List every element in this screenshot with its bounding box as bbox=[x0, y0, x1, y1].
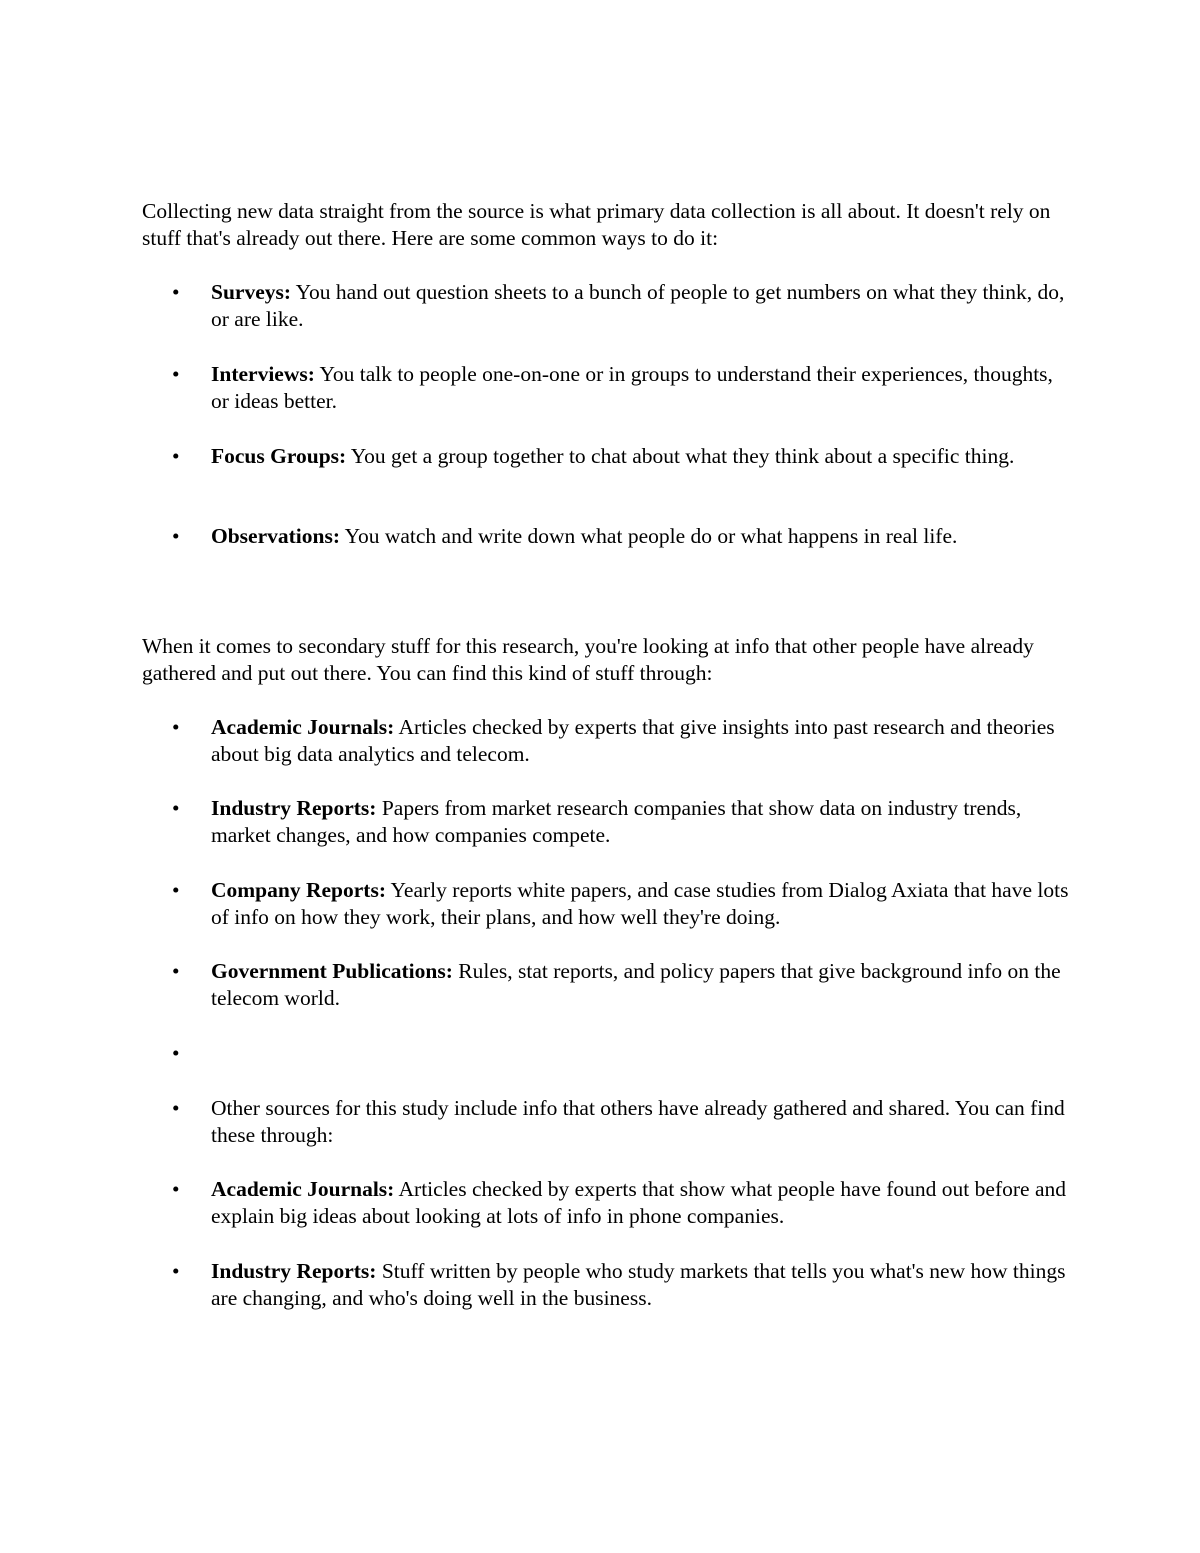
bullet: • bbox=[172, 280, 180, 304]
list-item-text bbox=[211, 877, 1071, 931]
list-item-description: Yearly reports white papers, and case studies from Dialog Axiata that have lots of info on how they work, their plans, and how well they're doing. bbox=[211, 878, 1069, 929]
list-item-text bbox=[211, 958, 1071, 1012]
list-item-description: Other sources for this study include info that others have already gathered and shared. You can find these through: bbox=[211, 1096, 1065, 1147]
list-item-description: Papers from market research companies that show data on industry trends, market changes, and how companies compete. bbox=[211, 796, 1022, 847]
list-item-description: Stuff written by people who study markets that tells you what's new how things are changing, and who's doing well in the business. bbox=[211, 1259, 1066, 1310]
bullet: • bbox=[172, 878, 180, 902]
list-item-description: Articles checked by experts that show what people have found out before and explain big ideas about looking at lots of info in phone companies. bbox=[211, 1177, 1066, 1228]
secondary-intro-paragraph: When it comes to secondary stuff for this research, you're looking at info that other people have already gathered and put out there. You can find this kind of stuff through: bbox=[142, 634, 1034, 685]
bullet: • bbox=[172, 959, 180, 983]
list-item-description: You get a group together to chat about what they think about a specific thing. bbox=[346, 444, 1015, 468]
list-item-text bbox=[211, 523, 1071, 550]
list-item-description: You talk to people one-on-one or in groups to understand their experiences, thoughts, or ideas better. bbox=[211, 362, 1053, 413]
list-item-term: Academic Journals: bbox=[211, 715, 395, 739]
list-item-term: Interviews: bbox=[211, 362, 315, 386]
list-item-text bbox=[211, 1095, 1071, 1149]
list-item-text bbox=[211, 714, 1071, 768]
list-item-term: Company Reports: bbox=[211, 878, 386, 902]
list-item-term: Government Publications: bbox=[211, 959, 453, 983]
list-item-term: Surveys: bbox=[211, 280, 292, 304]
primary-intro-paragraph: Collecting new data straight from the source is what primary data collection is all about. It doesn't rely on stuff that's already out there. Here are some common ways to do it: bbox=[142, 199, 1051, 250]
list-item-text bbox=[211, 361, 1071, 415]
list-item-description: Articles checked by experts that give insights into past research and theories about big data analytics and telecom. bbox=[211, 715, 1055, 766]
bullet: • bbox=[172, 715, 180, 739]
list-item-text bbox=[211, 1176, 1071, 1230]
bullet: • bbox=[172, 444, 180, 468]
list-item-term: Industry Reports: bbox=[211, 796, 377, 820]
bullet: • bbox=[172, 1177, 180, 1201]
list-item-text bbox=[211, 443, 1071, 470]
list-item-description: Rules, stat reports, and policy papers that give background info on the telecom world. bbox=[211, 959, 1061, 1010]
bullet: • bbox=[172, 1041, 180, 1065]
list-item-term: Academic Journals: bbox=[211, 1177, 395, 1201]
bullet: • bbox=[172, 1096, 180, 1120]
list-item-text bbox=[211, 795, 1071, 849]
list-item-term: Focus Groups: bbox=[211, 444, 347, 468]
list-item-text bbox=[211, 279, 1071, 333]
bullet: • bbox=[172, 362, 180, 386]
bullet: • bbox=[172, 524, 180, 548]
list-item-description: You hand out question sheets to a bunch of people to get numbers on what they think, do, or are like. bbox=[211, 280, 1065, 331]
list-item-text bbox=[211, 1258, 1071, 1312]
list-item-description: You watch and write down what people do or what happens in real life. bbox=[340, 524, 958, 548]
list-item-term: Industry Reports: bbox=[211, 1259, 377, 1283]
bullet: • bbox=[172, 796, 180, 820]
list-item-term: Observations: bbox=[211, 524, 340, 548]
bullet: • bbox=[172, 1259, 180, 1283]
